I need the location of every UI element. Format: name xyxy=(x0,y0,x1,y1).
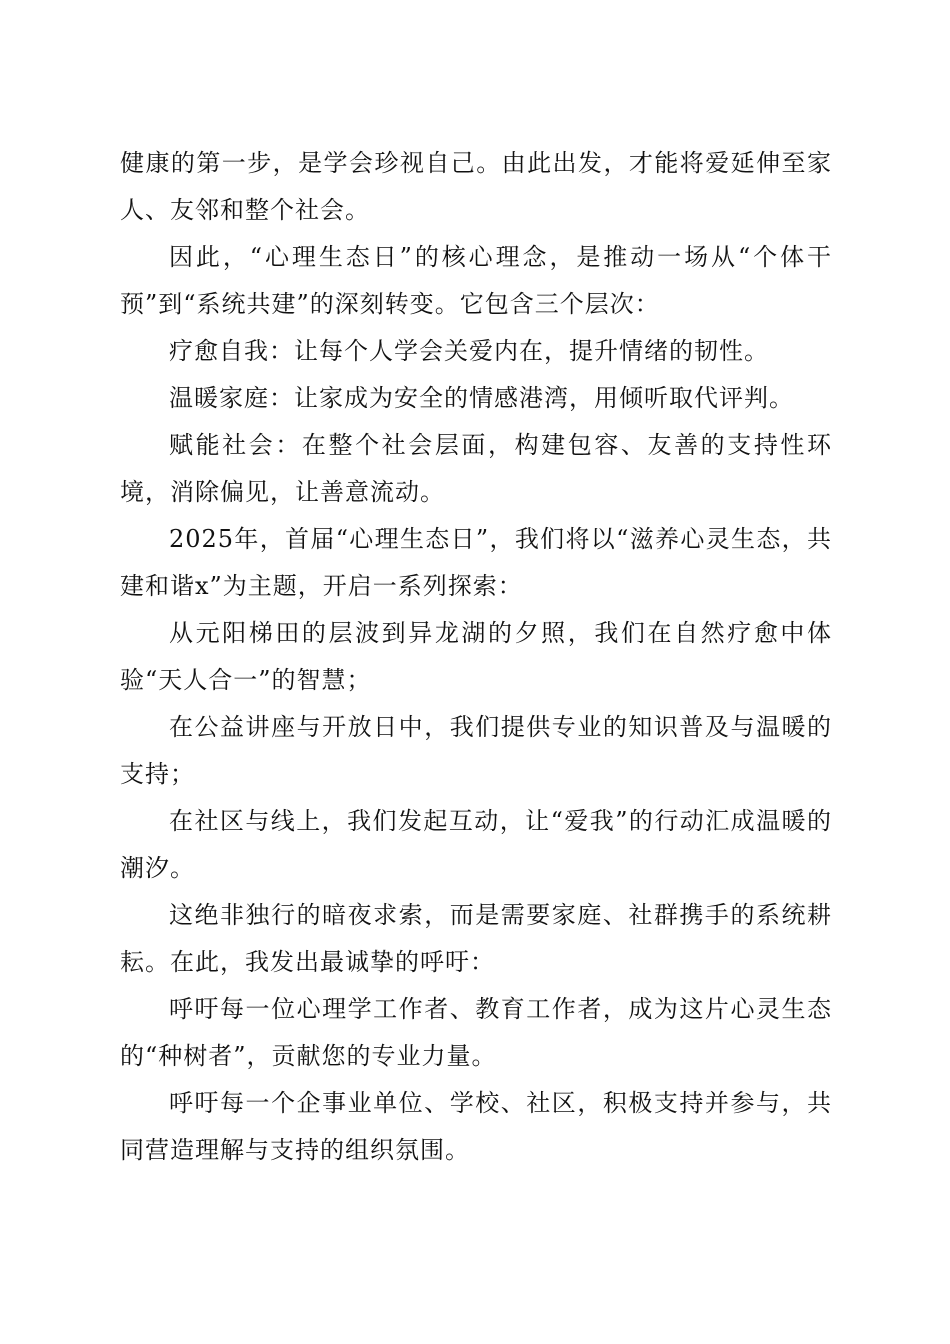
paragraph-system-effort: 这绝非独行的暗夜求索，而是需要家庭、社群携手的系统耕耘。在此，我发出最诚挚的呼吁： xyxy=(120,901,832,976)
paragraph-nature-healing: 从元阳梯田的层波到异龙湖的夕照，我们在自然疗愈中体验“天人合一”的智慧； xyxy=(120,619,832,694)
paragraph-heal-self: 疗愈自我：让每个人学会关爱内在，提升情绪的韧性。 xyxy=(169,337,769,365)
paragraph-2025-theme: 2025年，首届“心理生态日”，我们将以“滋养心灵生态，共建和谐x”为主题，开启一系列探索： xyxy=(120,525,832,600)
paragraph-continuation: 健康的第一步，是学会珍视自己。由此出发，才能将爱延伸至家人、友邻和整个社会。 xyxy=(120,149,832,224)
paragraph-call-professionals: 呼吁每一位心理学工作者、教育工作者，成为这片心灵生态的“种树者”，贡献您的专业力量。 xyxy=(120,995,832,1070)
paragraph-warm-family: 温暖家庭：让家成为安全的情感港湾，用倾听取代评判。 xyxy=(169,384,794,412)
paragraph-lectures: 在公益讲座与开放日中，我们提供专业的知识普及与温暖的支持； xyxy=(120,713,832,788)
paragraph-call-organizations: 呼吁每一个企事业单位、学校、社区，积极支持并参与，共同营造理解与支持的组织氛围。 xyxy=(120,1089,832,1164)
paragraph-community-online: 在社区与线上，我们发起互动，让“爱我”的行动汇成温暖的潮汐。 xyxy=(120,807,832,882)
document-body xyxy=(120,140,832,1174)
paragraph-empower-society: 赋能社会：在整个社会层面，构建包容、友善的支持性环境，消除偏见，让善意流动。 xyxy=(120,431,832,506)
paragraph-core-concept: 因此，“心理生态日”的核心理念，是推动一场从“个体干预”到“系统共建”的深刻转变。它包含三个层次： xyxy=(120,243,832,318)
